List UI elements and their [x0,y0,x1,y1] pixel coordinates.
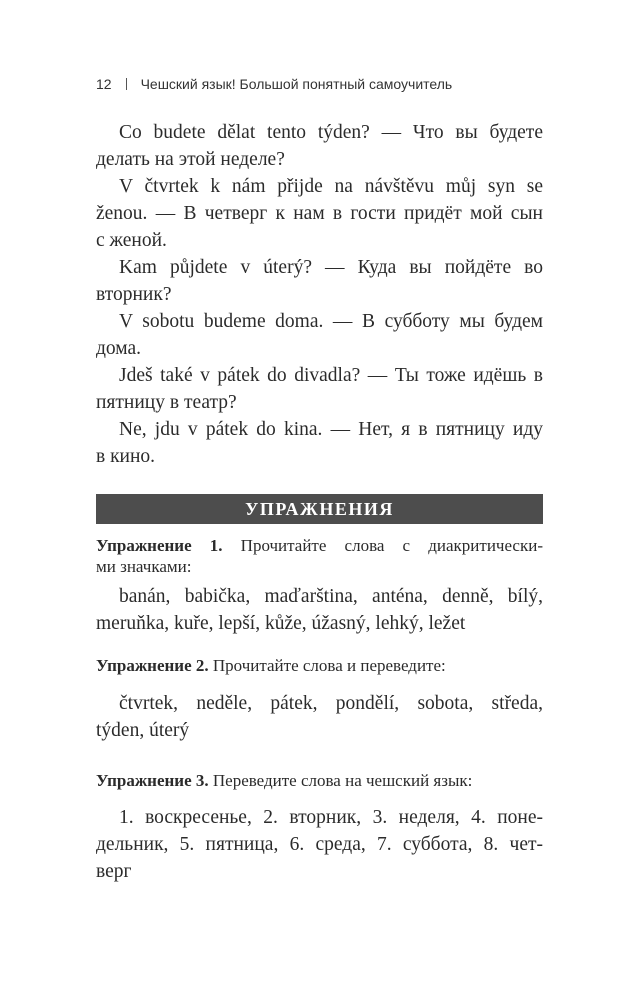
dialogue-examples [96,119,543,470]
text-line: дома. [96,338,142,359]
text-line: пятницу в театр? [96,392,237,413]
dialogue-paragraph [96,119,543,173]
text-line: V čtvrtek k nám přijde na návštěvu můj syn se [119,176,543,197]
exercise-instruction: Переведите слова на чешский язык: [208,771,473,790]
exercise-3-heading [96,770,543,791]
text-line: делать на этой неделе? [96,149,285,170]
text-line: týden, úterý [96,720,190,741]
text-line: V sobotu budeme doma. — В субботу мы будем [119,311,543,332]
exercise-3-content [96,804,543,885]
page-number: 12 [96,76,112,92]
exercise-label: Упражнение 2. [96,656,209,675]
text-line: banán, babička, maďarština, anténa, denně, bílý, [119,586,543,607]
exercise-label: Упражнение 3. [96,771,209,790]
dialogue-paragraph [96,416,543,470]
exercise-label: Упражнение 1. [96,536,223,555]
text-line: 1. воскресенье, 2. вторник, 3. неделя, 4. поне- [119,807,543,828]
dialogue-paragraph [96,173,543,254]
text-line: с женой. [96,230,167,251]
dialogue-paragraph [96,308,543,362]
text-line: Ne, jdu v pátek do kina. — Нет, я в пятницу иду [119,419,543,440]
running-header [96,76,452,92]
text-line: Co budete dělat tento týden? — Что вы будете [119,122,543,143]
section-title-bar: УПРАЖНЕНИЯ [96,494,543,524]
exercise-1-content [96,583,543,637]
text-line: вторник? [96,284,172,305]
text-line: в кино. [96,446,156,467]
text-line: ženou. — В четверг к нам в гости придёт мой сын [96,203,543,224]
text-line: Kam půjdete v úterý? — Куда вы пойдёте во [119,257,543,278]
header-divider [126,78,127,90]
text-line: Jdeš také v pátek do divadla? — Ты тоже идёшь в [119,365,543,386]
dialogue-paragraph [96,254,543,308]
exercise-2-content [96,690,543,744]
text-line: дельник, 5. пятница, 6. среда, 7. суббота, 8. чет- [96,834,543,855]
exercise-instruction: Прочитайте слова и переведите: [208,656,446,675]
exercise-1-heading [96,535,543,577]
text-line: верг [96,861,132,882]
text-line: meruňka, kuře, lepší, kůže, úžasný, lehký, ležet [96,613,466,634]
dialogue-paragraph [96,362,543,416]
exercise-instruction: ми значками: [96,557,192,576]
exercise-2-heading [96,655,543,676]
text-line: čtvrtek, neděle, pátek, pondělí, sobota, středa, [119,693,543,714]
exercise-instruction: Прочитайте слова с диакритически- [222,536,544,555]
book-title: Чешский язык! Большой понятный самоучитель [140,76,453,92]
